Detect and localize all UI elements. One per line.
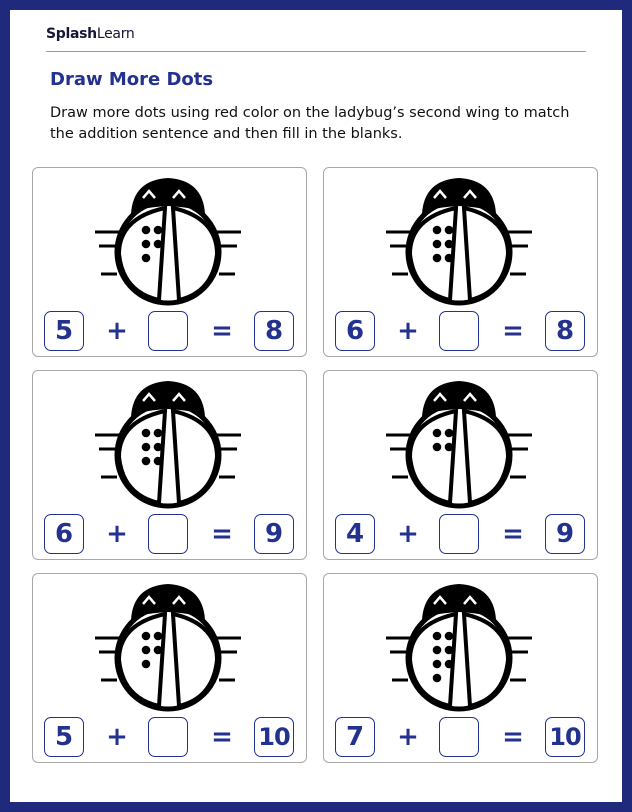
ladybug-icon <box>93 174 243 306</box>
wing-dot <box>433 429 442 438</box>
addition-sentence <box>335 311 587 351</box>
problem-card-6 <box>323 573 598 763</box>
equals-sign: = <box>502 519 524 549</box>
addition-sentence <box>44 514 296 554</box>
addition-sentence <box>335 717 587 757</box>
wing-dot <box>445 254 454 263</box>
wing-dot <box>154 429 163 438</box>
wing-dot <box>154 457 163 466</box>
equals-sign: = <box>211 316 233 346</box>
plus-sign: + <box>106 722 128 752</box>
addend-box: 6 <box>335 311 375 351</box>
equals-sign: = <box>502 316 524 346</box>
addend-box: 7 <box>335 717 375 757</box>
problem-card-4 <box>323 370 598 560</box>
ladybug-icon <box>384 580 534 712</box>
sum-box: 8 <box>545 311 585 351</box>
wing-dot <box>142 632 151 641</box>
equals-sign: = <box>502 722 524 752</box>
addition-sentence <box>44 311 296 351</box>
plus-sign: + <box>397 316 419 346</box>
problem-card-2 <box>323 167 598 357</box>
wing-dot <box>433 632 442 641</box>
addend-box: 6 <box>44 514 84 554</box>
addend-box: 4 <box>335 514 375 554</box>
wing-dot <box>445 660 454 669</box>
sum-box: 9 <box>254 514 294 554</box>
equals-sign: = <box>211 519 233 549</box>
problem-card-5 <box>32 573 307 763</box>
wing-dot <box>142 240 151 249</box>
wing-dot <box>142 226 151 235</box>
addend-box: 5 <box>44 311 84 351</box>
sum-box: 9 <box>545 514 585 554</box>
wing-dot <box>445 646 454 655</box>
answer-blank[interactable] <box>148 514 188 554</box>
answer-blank[interactable] <box>439 311 479 351</box>
page-title: Draw More Dots <box>50 69 214 90</box>
answer-blank[interactable] <box>148 717 188 757</box>
addition-sentence <box>335 514 587 554</box>
wing-dot <box>142 254 151 263</box>
splashlearn-logo: SplashLearn <box>46 26 135 42</box>
wing-dot <box>445 226 454 235</box>
wing-dot <box>433 254 442 263</box>
plus-sign: + <box>397 519 419 549</box>
wing-dot <box>433 646 442 655</box>
answer-blank[interactable] <box>148 311 188 351</box>
wing-dot <box>154 226 163 235</box>
wing-dot <box>154 443 163 452</box>
wing-dot <box>433 240 442 249</box>
wing-dot <box>142 646 151 655</box>
addition-sentence <box>44 717 296 757</box>
wing-dot <box>445 443 454 452</box>
wing-dot <box>433 226 442 235</box>
ladybug-icon <box>384 377 534 509</box>
problem-card-1 <box>32 167 307 357</box>
wing-dot <box>154 240 163 249</box>
wing-dot <box>433 660 442 669</box>
sum-box: 10 <box>254 717 294 757</box>
wing-dot <box>142 429 151 438</box>
ladybug-icon <box>93 377 243 509</box>
wing-dot <box>154 632 163 641</box>
plus-sign: + <box>106 316 128 346</box>
answer-blank[interactable] <box>439 514 479 554</box>
wing-dot <box>142 660 151 669</box>
wing-dot <box>445 632 454 641</box>
wing-dot <box>142 457 151 466</box>
answer-blank[interactable] <box>439 717 479 757</box>
wing-dot <box>433 443 442 452</box>
wing-dot <box>142 443 151 452</box>
header-divider <box>46 51 586 52</box>
wing-dot <box>445 429 454 438</box>
sum-box: 10 <box>545 717 585 757</box>
instructions-text: Draw more dots using red color on the ladybug’s second wing to match the addition sentence and then fill in the blanks. <box>50 105 570 142</box>
ladybug-icon <box>93 580 243 712</box>
plus-sign: + <box>397 722 419 752</box>
wing-dot <box>445 240 454 249</box>
ladybug-icon <box>384 174 534 306</box>
wing-dot <box>154 646 163 655</box>
problem-card-3 <box>32 370 307 560</box>
equals-sign: = <box>211 722 233 752</box>
worksheet-page <box>10 10 622 802</box>
addend-box: 5 <box>44 717 84 757</box>
sum-box: 8 <box>254 311 294 351</box>
plus-sign: + <box>106 519 128 549</box>
wing-dot <box>433 674 442 683</box>
